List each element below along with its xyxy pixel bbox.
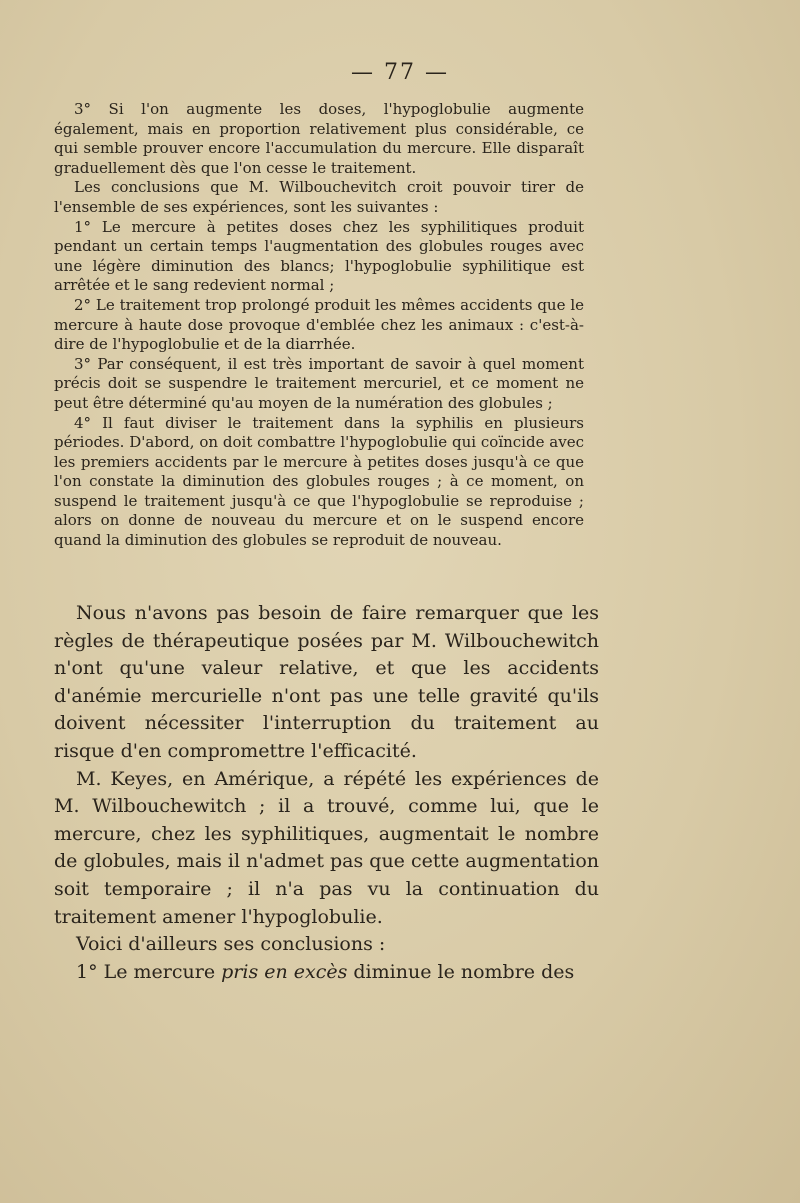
small-print-section xyxy=(54,100,584,551)
paragraph: 3° Si l'on augmente les doses, l'hypoglobulie augmente également, mais en proportion relativement plus considérable, ce qui semble prouver encore l'accumulation du mercure. Elle disparaît graduellement dès que l'on cesse le traitement. xyxy=(54,100,584,177)
emphasis: pris en excès xyxy=(221,960,348,983)
paragraph: 2° Le traitement trop prolongé produit les mêmes accidents que le mercure à haute dose provoque d'emblée chez les animaux : c'est-à-dire de l'hypoglobulie et de la diarrhée. xyxy=(54,295,584,354)
paragraph: M. Keyes, en Amérique, a répété les expériences de M. Wilbouchewitch ; il a trouvé, comme lui, que le mercure, chez les syphilitiques, augmentait le nombre de globules, mais il n'admet pas que cette augmentation soit temporaire ; il n'a pas vu la continuation du traitement amener l'hypoglobulie. xyxy=(54,767,599,928)
paragraph: 1° Le mercure à petites doses chez les syphilitiques produit pendant un certain temps l'augmentation des globules rouges avec une légère diminution des blancs; l'hypoglobulie syphilitique est arrêtée et le sang redevient normal ; xyxy=(54,217,584,295)
paragraph: Les conclusions que M. Wilbouchevitch croit pouvoir tirer de l'ensemble de ses expériences, sont les suivantes : xyxy=(54,178,584,216)
paragraph: 4° Il faut diviser le traitement dans la syphilis en plusieurs périodes. D'abord, on doit combattre l'hypoglobulie qui coïncide avec les premiers accidents par le mercure à petites doses jusqu'à ce que l'on constate la diminution des globules rouges ; à ce moment, on suspend le traitement jusqu'à ce que l'hypoglobulie se reproduise ; alors on donne de nouveau du mercure et on le suspend encore quand la diminution des globules se reproduit de nouveau. xyxy=(54,413,584,550)
paragraph: Nous n'avons pas besoin de faire remarquer que les règles de thérapeutique posées par M. Wilbouchewitch n'ont qu'une valeur relative, et que les accidents d'anémie mercurielle n'ont pas une telle gravité qu'ils doivent nécessiter l'interruption du traitement au risque d'en compromettre l'efficacité. xyxy=(54,602,599,762)
main-text-section xyxy=(54,600,599,986)
paragraph: Voici d'ailleurs ses conclusions : xyxy=(76,933,386,956)
paragraph: 3° Par conséquent, il est très important de savoir à quel moment précis doit se suspendre le traitement mercuriel, et ce moment ne peut être déterminé qu'au moyen de la numération des globules ; xyxy=(54,354,584,412)
page-number: — 77 — xyxy=(351,60,449,85)
paragraph-last: 1° Le mercure pris en excès diminue le nombre des xyxy=(76,960,575,983)
